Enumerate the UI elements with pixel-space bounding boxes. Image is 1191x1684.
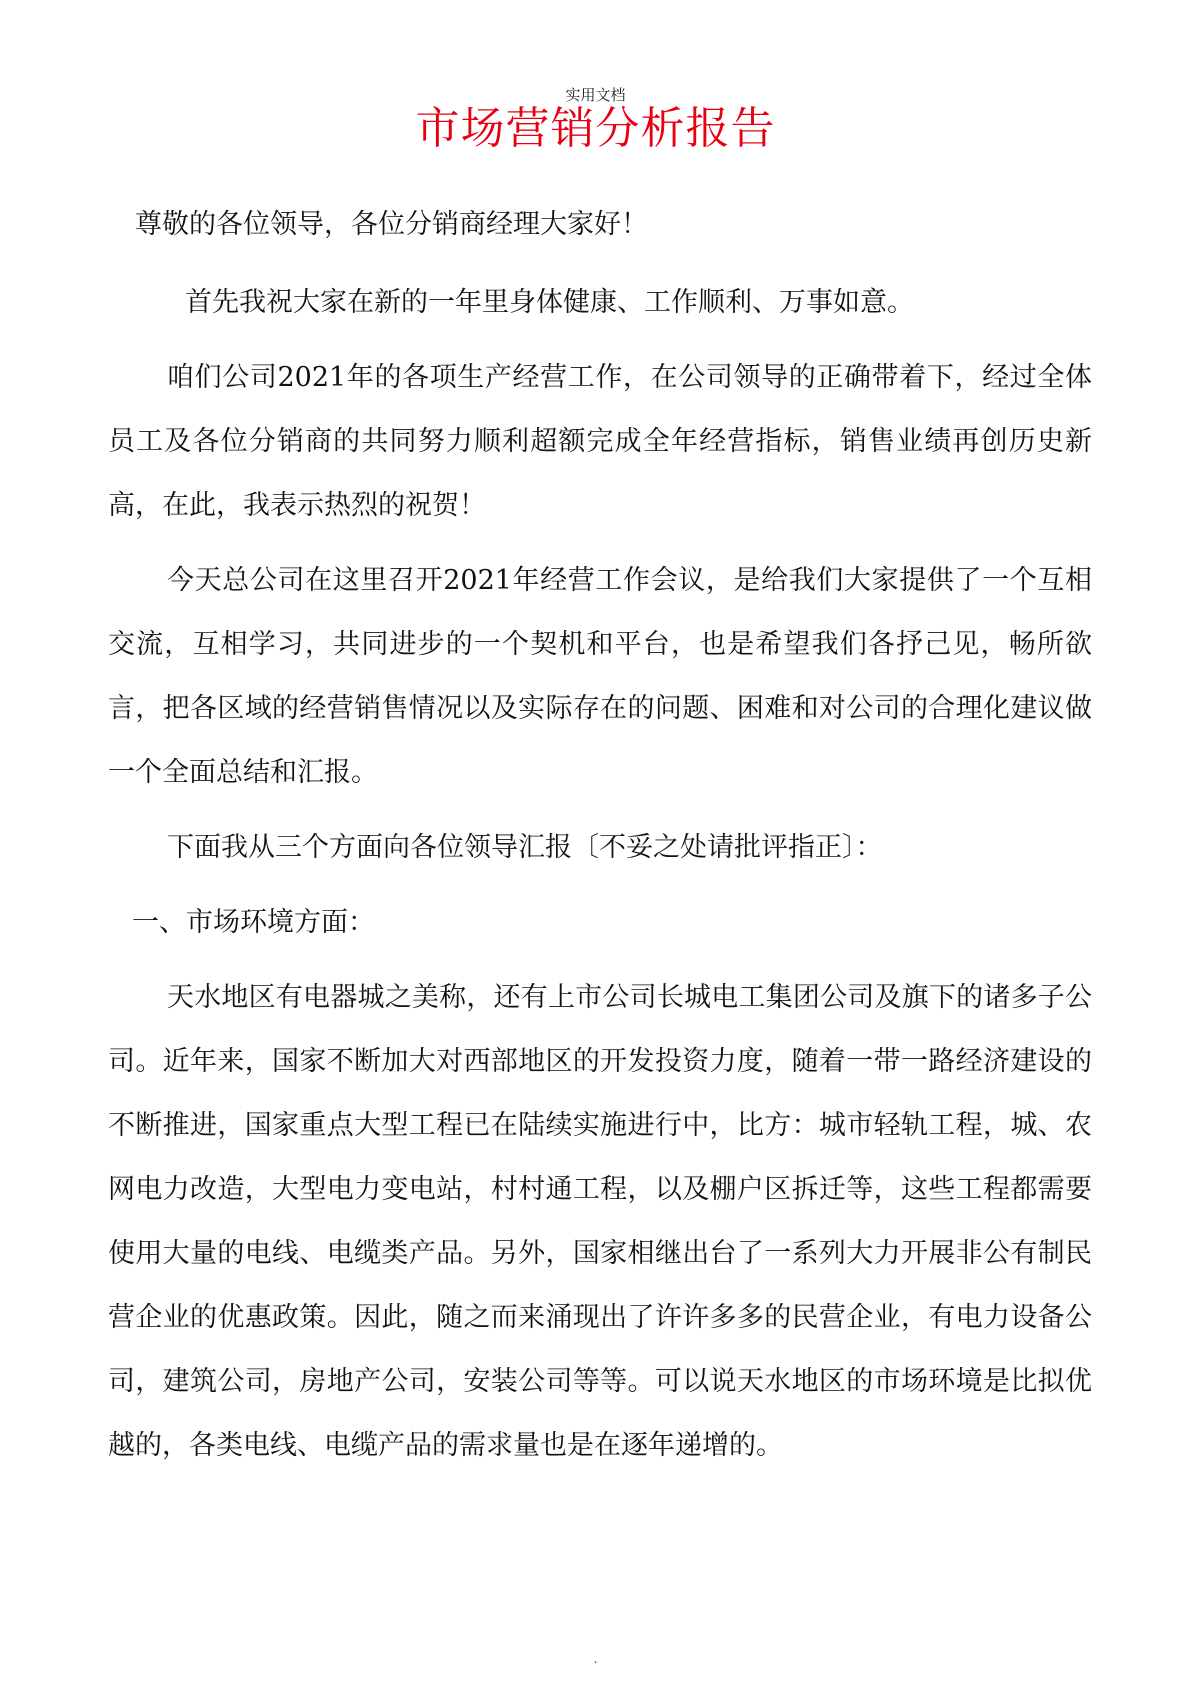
paragraph-review: 咱们公司2021年的各项生产经营工作，在公司领导的正确带着下，经过全体员工及各位分销商的共同努力顺利超额完成全年经营指标，销售业绩再创历史新高，在此，我表示热烈的祝贺！: [108, 362, 1092, 521]
paragraph-meeting: 今天总公司在这里召开2021年经营工作会议，是给我们大家提供了一个互相交流，互相学习，共同进步的一个契机和平台，也是希望我们各抒己见，畅所欲言，把各区域的经营销售情况以及实际存在的问题、困难和对公司的合理化建议做一个全面总结和汇报。: [108, 565, 1092, 788]
document-body: [108, 193, 1092, 1489]
page-title: 市场营销分析报告: [415, 103, 776, 154]
header-watermark-text: 实用文档: [565, 86, 626, 104]
footer-mark: .: [593, 1652, 598, 1666]
paragraph-outline: 下面我从三个方面向各位领导汇报〔不妥之处请批评指正〕：: [167, 832, 883, 863]
paragraph-wish: 首先我祝大家在新的一年里身体健康、工作顺利、万事如意。: [185, 287, 914, 318]
section-heading-market-environment: 一、市场环境方面：: [132, 907, 375, 938]
paragraph-greeting: 尊敬的各位领导，各位分销商经理大家好！: [135, 209, 648, 240]
paragraph-market-environment: 天水地区有电器城之美称，还有上市公司长城电工集团公司及旗下的诸多子公司。近年来，国家不断加大对西部地区的开发投资力度，随着一带一路经济建设的不断推进，国家重点大型工程已在陆续实施进行中，比方：城市轻轨工程，城、农网电力改造，大型电力变电站，村村通工程，以及棚户区拆迁等，这些工程都需要使用大量的电线、电缆类产品。另外，国家相继出台了一系列大力开展非公有制民营企业的优惠政策。因此，随之而来涌现出了许许多多的民营企业，有电力设备公司，建筑公司，房地产公司，安装公司等等。可以说天水地区的市场环境是比拟优越的，各类电线、电缆产品的需求量也是在逐年递增的。: [108, 982, 1092, 1461]
